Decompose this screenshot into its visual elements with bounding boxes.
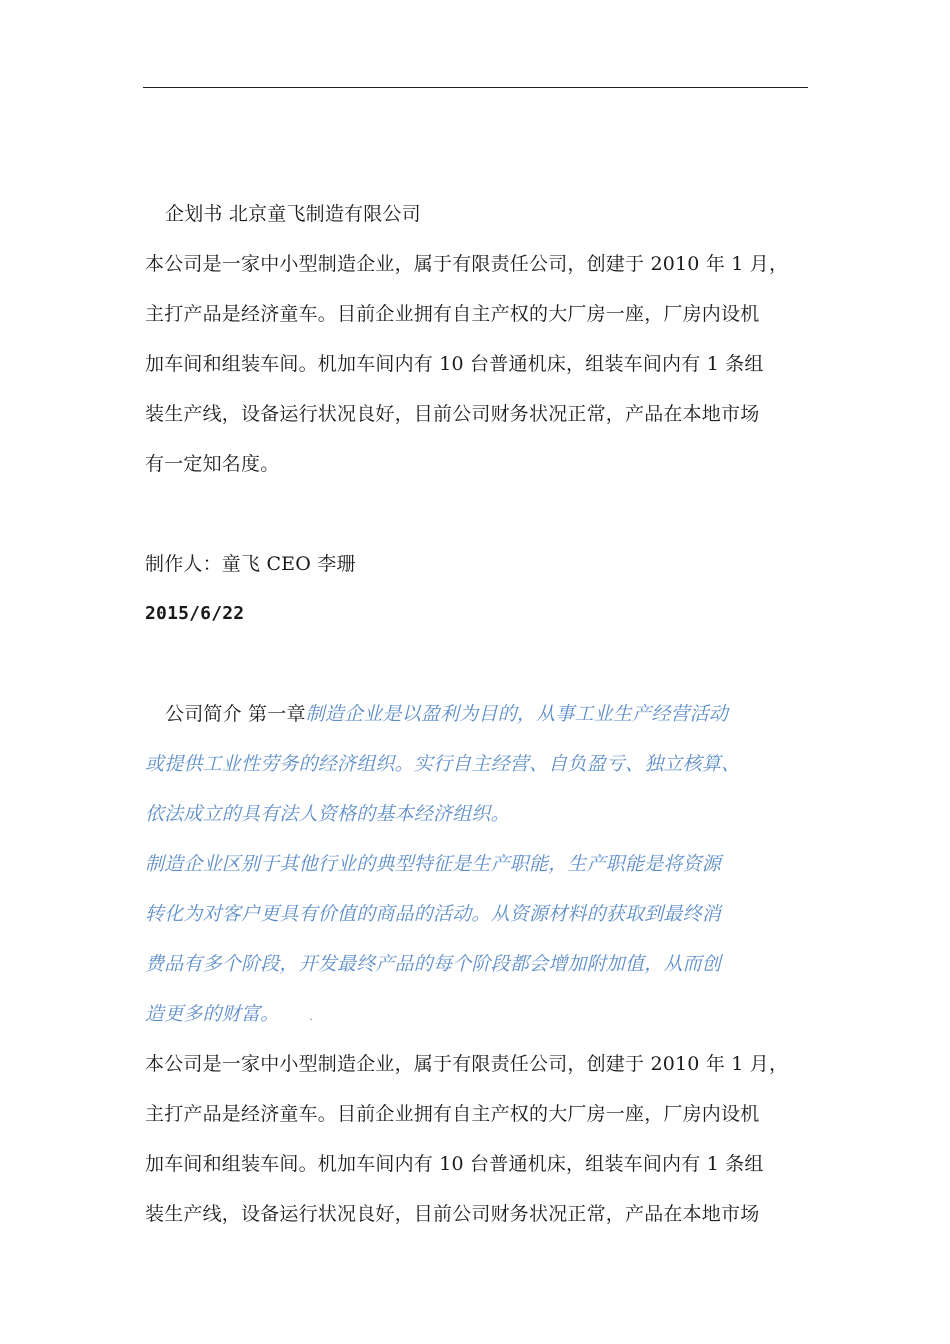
chapter-blue-line: 转化为对客户更具有价值的商品的活动。从资源材料的获取到最终消 xyxy=(145,903,722,925)
author-line: 制作人：童飞 CEO 李珊 xyxy=(145,553,356,575)
body-line: 加车间和组装车间。机加车间内有 10 台普通机床，组装车间内有 1 条组 xyxy=(145,1153,764,1175)
chapter-blue-line: 制造企业区别于其他行业的典型特征是生产职能，生产职能是将资源 xyxy=(145,853,722,875)
chapter-blue-line: 或提供工业性劳务的经济组织。实行自主经营、自负盈亏、独立核算、 xyxy=(145,753,741,775)
spacer xyxy=(145,646,810,696)
intro-line: 装生产线，设备运行状况良好，目前公司财务状况正常，产品在本地市场 xyxy=(145,403,760,425)
intro-line: 有一定知名度。 xyxy=(145,453,280,475)
chapter-blue-line: 制造企业是以盈利为目的，从事工业生产经营活动 xyxy=(305,703,729,725)
chapter-heading: 公司简介 第一章 xyxy=(165,703,306,725)
chapter-blue-line: 造更多的财富。 xyxy=(145,1003,280,1025)
intro-line: 加车间和组装车间。机加车间内有 10 台普通机床，组装车间内有 1 条组 xyxy=(145,353,764,375)
intro-line: 主打产品是经济童车。目前企业拥有自主产权的大厂房一座，厂房内设机 xyxy=(145,303,760,325)
body-line: 主打产品是经济童车。目前企业拥有自主产权的大厂房一座，厂房内设机 xyxy=(145,1103,760,1125)
intro-line: 本公司是一家中小型制造企业，属于有限责任公司，创建于 2010 年 1 月， xyxy=(145,253,789,275)
cover-title: 企划书 北京童飞制造有限公司 xyxy=(165,203,421,225)
chapter-heading-line xyxy=(145,696,810,746)
body-line: 装生产线，设备运行状况良好，目前公司财务状况正常，产品在本地市场 xyxy=(145,1203,760,1225)
trailing-dot: . xyxy=(309,1012,313,1023)
chapter-blue-line: 费品有多个阶段，开发最终产品的每个阶段都会增加附加值，从而创 xyxy=(145,953,722,975)
document-body xyxy=(145,196,810,1246)
chapter-blue-line-last xyxy=(145,996,810,1046)
chapter-blue-line: 依法成立的具有法人资格的基本经济组织。 xyxy=(145,803,510,825)
header-rule xyxy=(143,87,808,88)
document-date: 2015/6/22 xyxy=(145,603,245,624)
spacer xyxy=(145,496,810,546)
body-line: 本公司是一家中小型制造企业，属于有限责任公司，创建于 2010 年 1 月， xyxy=(145,1053,789,1075)
